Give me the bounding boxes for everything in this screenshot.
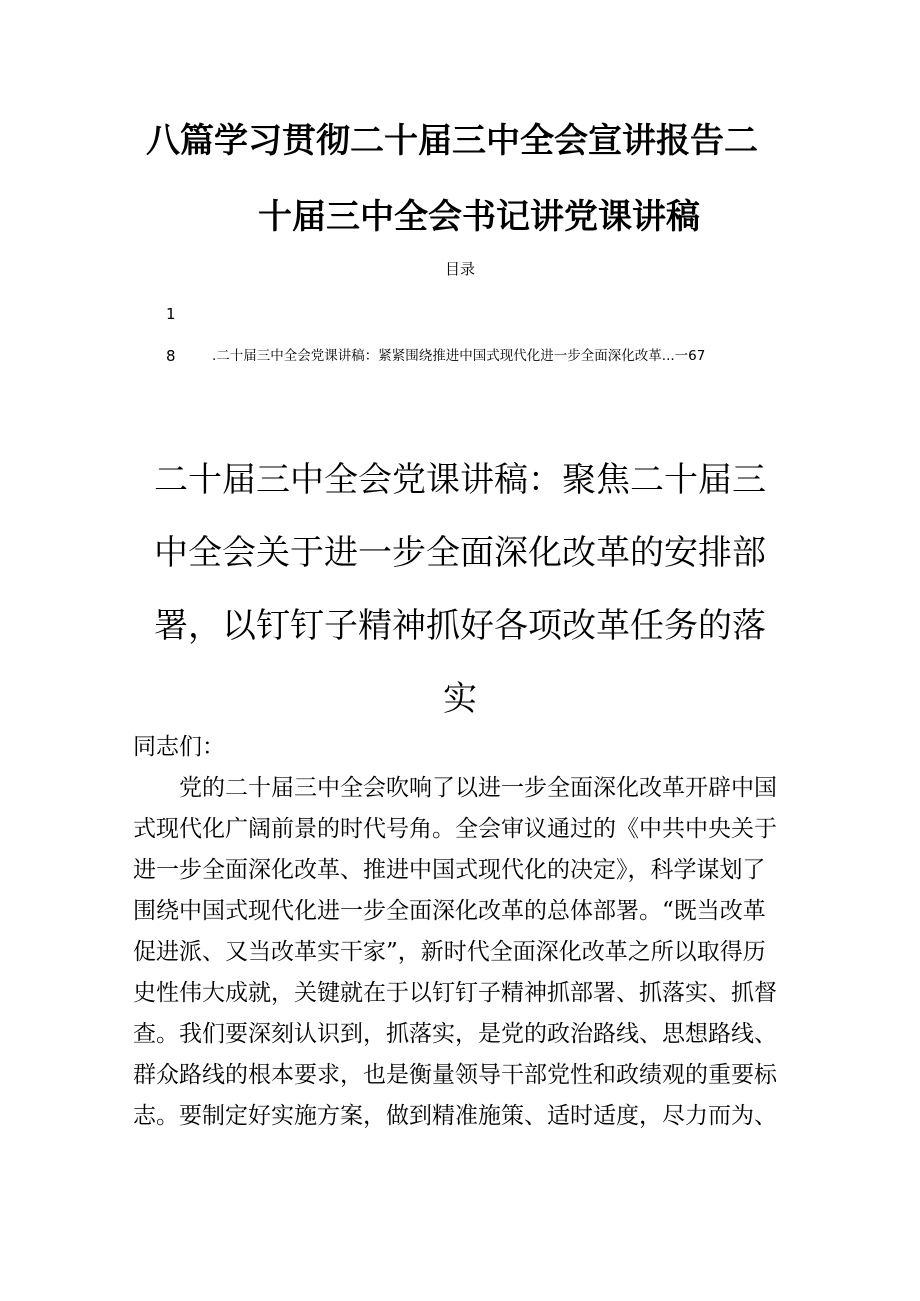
toc-entry-link[interactable]: .二十届三中全会党课讲稿：紧紧围绕推进中国式现代化进一步全面深化改革...一67 [212,348,706,364]
toc-heading: 目录 [444,260,475,278]
document-title-line-2: 十届三中全会书记讲党课讲稿 [258,197,700,237]
paragraph-line: 促进派、又当改革实干家”，新时代全面深化改革之所以取得历 [133,939,766,965]
paragraph-line: 查。我们要深刻认识到，抓落实，是党的政治路线、思想路线、 [133,1021,777,1047]
section-heading-line: 实 [443,679,477,719]
salutation: 同志们： [133,734,225,760]
section-heading-line: 署，以钉钉子精神抓好各项改革任务的落 [154,606,766,646]
paragraph-line: 式现代化广阔前景的时代号角。全会审议通过的《中共中央关于 [133,816,777,842]
paragraph-line: 党的二十届三中全会吹响了以进一步全面深化改革开辟中国 [179,775,777,801]
document-title-line-1: 八篇学习贯彻二十届三中全会宣讲报告二 [146,121,758,161]
paragraph-line: 群众路线的根本要求，也是衡量领导干部党性和政绩观的重要标 [133,1062,777,1088]
section-heading-line: 中全会关于进一步全面深化改革的安排部 [154,533,766,573]
paragraph-line: 史性伟大成就，关键就在于以钉钉子精神抓部署、抓落实、抓督 [133,980,777,1006]
toc-number-8: 8 [166,347,176,365]
section-heading [150,444,770,736]
toc-number-1: 1 [166,305,176,323]
body-text [133,727,813,1137]
section-heading-line: 二十届三中全会党课讲稿：聚焦二十届三 [154,460,766,500]
paragraph-line: 进一步全面深化改革、推进中国式现代化的决定》，科学谋划了 [133,857,766,883]
paragraph-line: 志。要制定好实施方案，做到精准施策、适时适度，尽力而为、 [133,1103,777,1129]
paragraph-line: 围绕中国式现代化进一步全面深化改革的总体部署。“既当改革 [133,898,766,924]
